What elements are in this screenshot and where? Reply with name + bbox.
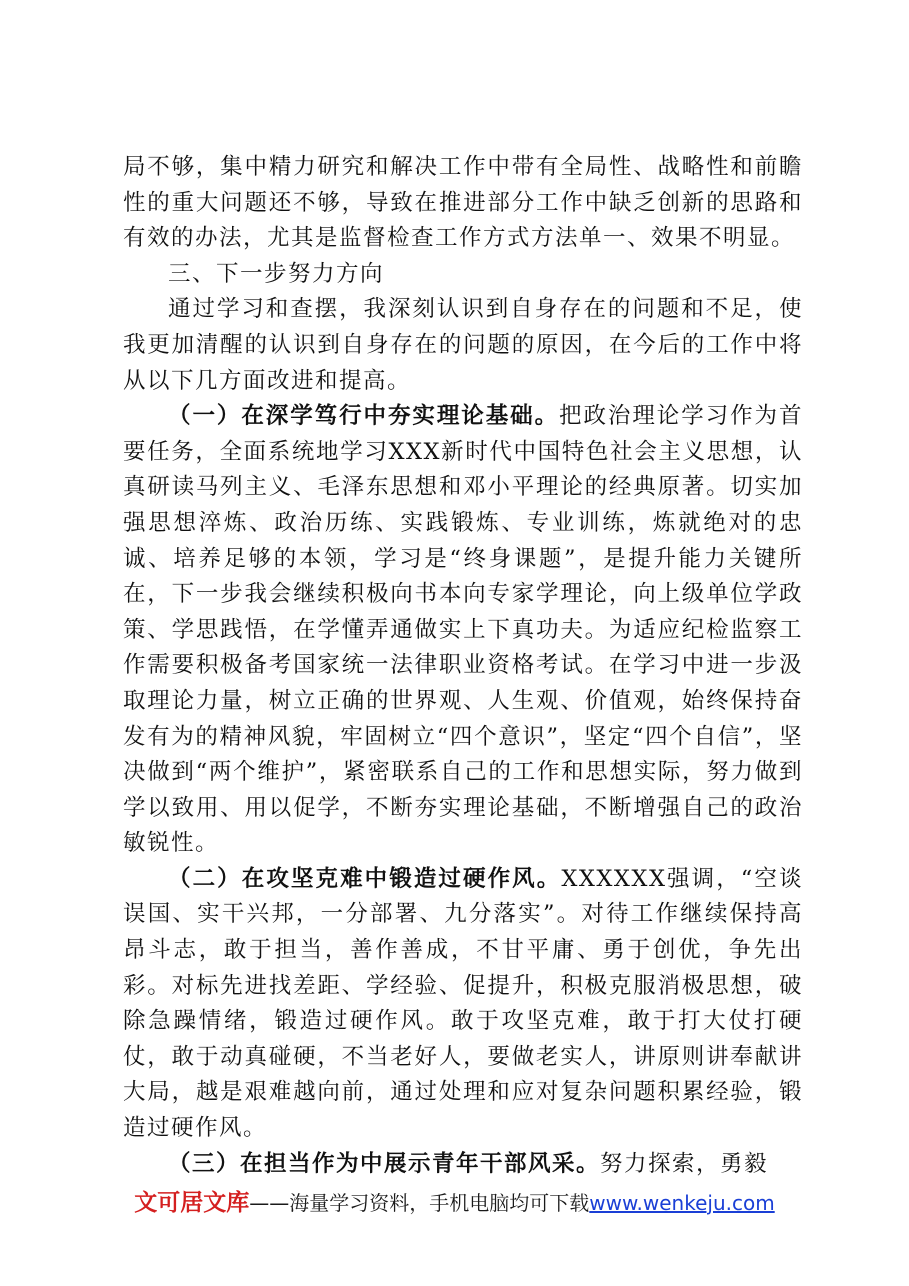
paragraph-item-1 [123,399,803,862]
item-2-body: XXXXXX强调，“空谈误国、实干兴邦，一分部署、九分落实”。对待工作继续保持高昂斗志，敢于担当，善作善成，不甘平庸、勇于创优，争先出彩。对标先进找差距、学经验、促提升，积极克服消极思想，破除急躁情绪，锻造过硬作风。敢于攻坚克难，敢于打大仗打硬仗，敢于动真碰硬，不当老好人，要做老实人，讲原则讲奉献讲大局，越是艰难越向前，通过处理和应对复杂问题积累经验，锻造过硬作风。 [123,865,803,1142]
item-1-body: 把政治理论学习作为首要任务，全面系统地学习XXX新时代中国特色社会主义思想，认真研读马列主义、毛泽东思想和邓小平理论的经典原著。切实加强思想淬炼、政治历练、实践锻炼、专业训练，炼就绝对的忠诚、培养足够的本领，学习是“终身课题”，是提升能力关键所在，下一步我会继续积极向书本向专家学理论，向上级单位学政策、学思践悟，在学懂弄通做实上下真功夫。为适应纪检监察工作需要积极备考国家统一法律职业资格考试。在学习中进一步汲取理论力量，树立正确的世界观、人生观、价值观，始终保持奋发有为的精神风貌，牢固树立“四个意识”，坚定“四个自信”，坚决做到“两个维护”，紧密联系自己的工作和思想实际，努力做到学以致用、用以促学，不断夯实理论基础，不断增强自己的政治敏锐性。 [123,403,803,857]
footer-link[interactable]: www.wenkeju.com [589,1191,775,1215]
footer-brand: 文可居文库 [134,1190,250,1216]
paragraph-continuation: 局不够，集中精力研究和解决工作中带有全局性、战略性和前瞻性的重大问题还不够，导致在推进部分工作中缺乏创新的思路和有效的办法，尤其是监督检查工作方式方法单一、效果不明显。 [123,154,803,252]
document-body [123,150,803,1182]
paragraph-item-2 [123,862,803,1147]
item-3-title: （三）在担当作为中展示青年干部风采。 [168,1150,601,1177]
footer-text: ——海量学习资料，手机电脑均可下载 [249,1191,590,1215]
paragraph-intro: 通过学习和查摆，我深刻认识到自身存在的问题和不足，使我更加清醒的认识到自身存在的问题的原因，在今后的工作中将从以下几方面改进和提高。 [123,296,803,394]
paragraph-item-3 [123,1147,803,1183]
item-2-title: （二）在攻坚克难中锻造过硬作风。 [168,865,562,892]
item-1-title: （一）在深学笃行中夯实理论基础。 [168,403,560,430]
item-3-body: 努力探索，勇毅 [600,1150,769,1177]
section-heading: 三、下一步努力方向 [168,260,385,287]
footer-watermark [0,1184,909,1217]
